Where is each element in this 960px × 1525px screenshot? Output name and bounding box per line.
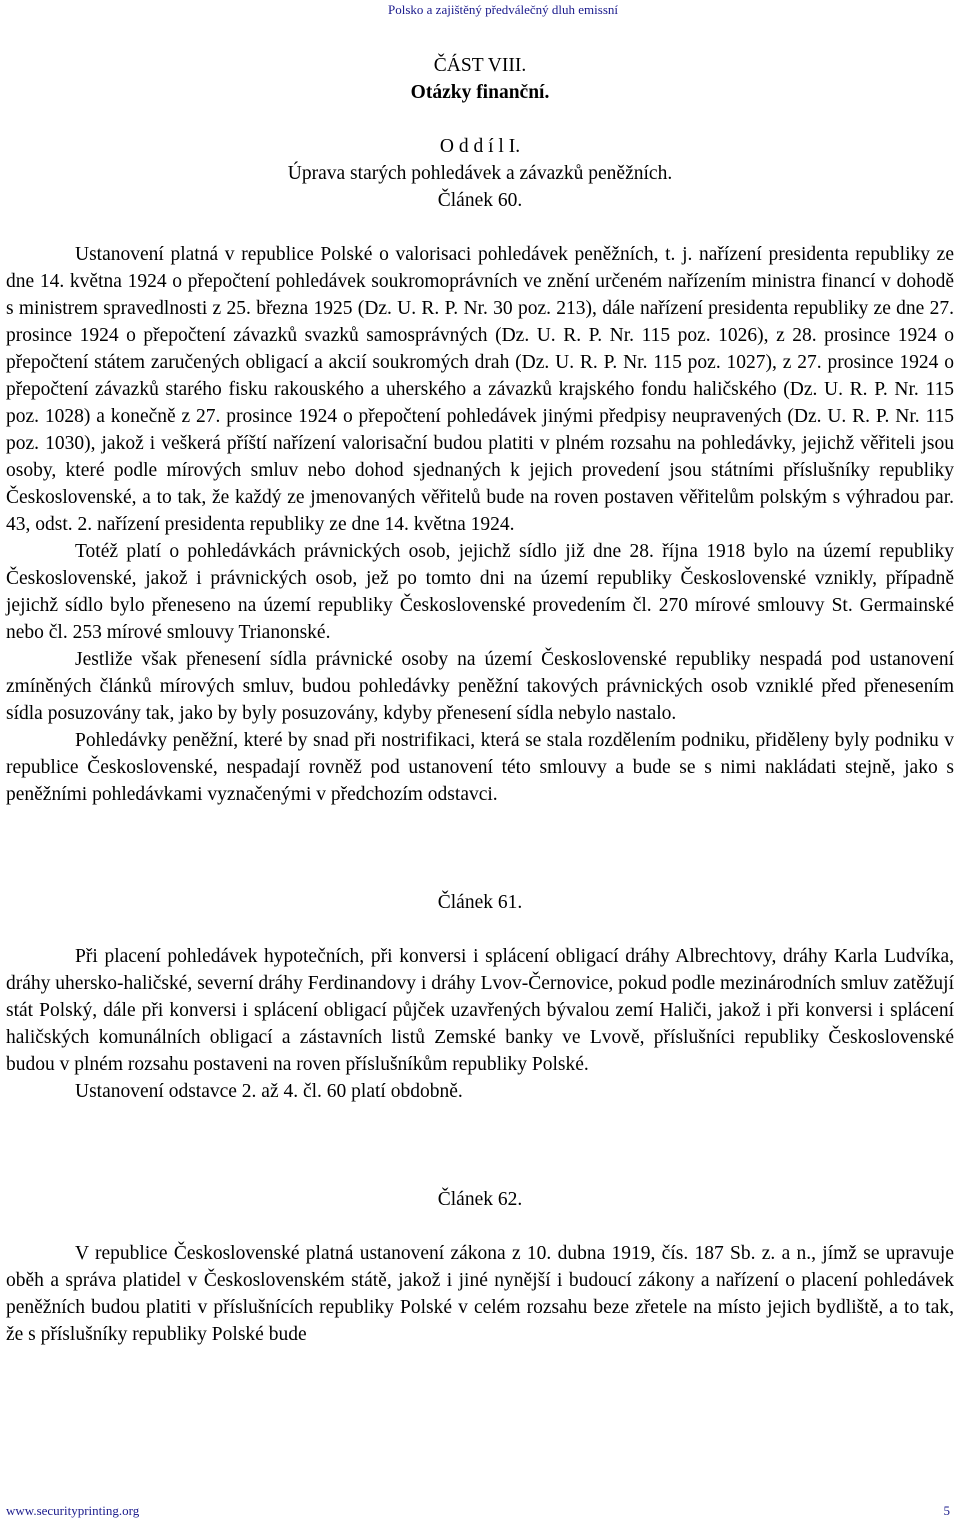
article-60-paragraph-2: Totéž platí o pohledávkách právnických osob, jejichž sídlo již dne 28. října 1918 bylo na území republiky Československé, jakož i právnických osob, jež po tomto dni na území republiky Československé vznikly, případně jejichž sídlo bylo přeneseno na území republiky Československé provedením čl. 270 mírové smlouvy St. Germainské nebo čl. 253 mírové smlouvy Trianonské. — [6, 541, 954, 643]
division-heading: O d d í l I. — [439, 136, 521, 157]
article-61-paragraph-2: Ustanovení odstavce 2. až 4. čl. 60 platí obdobně. — [75, 1081, 463, 1102]
article-60-paragraph-4: Pohledávky peněžní, které by snad při nostrifikaci, která se stala rozdělením podniku, přiděleny byly podniku v republice Československé, nespadají rovněž pod ustanovení této smlouvy a bude se s nimi nakládati stejně, jako s peněžními pohledávkami vyznačenými v předchozím odstavci. — [6, 730, 954, 805]
article-60-paragraph-1: Ustanovení platná v republice Polské o valorisaci pohledávek peněžních, t. j. nařízení presidenta republiky ze dne 14. května 1924 o přepočtení pohledávek soukromoprávních ve znění určeném nařízením ministra financí v dohodě s ministrem spravedlnosti z 25. března 1925 (Dz. U. R. P. Nr. 30 poz. 213), dále nařízení presidenta republiky ze dne 27. prosince 1924 o přepočtení závazků svazků samosprávných (Dz. U. R. P. Nr. 115 poz. 1026), z 28. prosince 1924 o přepočtení státem zaručených obligací a akcií soukromých drah (Dz. U. R. P. Nr. 115 poz. 1027), z 27. prosince 1924 o přepočtení závazků starého fisku rakouského a uherského a závazků krajského fondu haličského (Dz. U. R. P. Nr. 115 poz. 1028) a konečně z 27. prosince 1924 o přepočtení pohledávek jinými předpisy neupravených (Dz. U. R. P. Nr. 115 poz. 1030), jakož i veškerá příští nařízení valorisační budou platiti v plném rozsahu na pohledávky, jejichž věřiteli jsou osoby, které podle mírových smluv nebo dohod sjednaných k jejich provedení jsou státními příslušníky republiky Československé, a to tak, že každý ze jmenovaných věřitelů bude na roven postaven věřitelům polským s výhradou par. 43, odst. 2. nařízení presidenta republiky ze dne 14. května 1924. — [6, 244, 954, 535]
part-heading: ČÁST VIII. — [433, 55, 527, 76]
article-61-heading: Článek 61. — [437, 892, 523, 913]
article-62-paragraph-1: V republice Československé platná ustanovení zákona z 10. dubna 1919, čís. 187 Sb. z. a n., jímž se upravuje oběh a správa platidel v Československém státě, jakož i jiné nynější i budoucí zákony a nařízení o placení pohledávek peněžních budou platiti v příslušnících republiky Polské v celém rozsahu beze zřetele na místo jejich bydliště, a to tak, že s příslušníky republiky Polské bude — [6, 1243, 954, 1345]
part-subheading: Otázky finanční. — [410, 82, 550, 103]
article-62-heading: Článek 62. — [437, 1189, 523, 1210]
article-60-paragraph-3: Jestliže však přenesení sídla právnické osoby na území Československé republiky nespadá pod ustanovení zmíněných článků mírových smluv, budou pohledávky peněžní takových právnických osob vzniklé před přenesením sídla posuzovány tak, jako by byly posuzovány, kdyby přenesení sídla nebylo nastalo. — [6, 649, 954, 724]
document-body — [6, 52, 954, 1348]
running-header: Polsko a zajištěný předválečný dluh emissní — [388, 2, 618, 17]
division-title: Úprava starých pohledávek a závazků peněžních. — [287, 163, 673, 184]
article-60-heading: Článek 60. — [437, 190, 523, 211]
page-number: 5 — [943, 1503, 950, 1518]
footer-website-link[interactable]: www.securityprinting.org — [6, 1503, 140, 1518]
article-61-paragraph-1: Při placení pohledávek hypotečních, při konversi i splácení obligací dráhy Albrechtovy, dráhy Karla Ludvíka, dráhy uhersko-haličské, severní dráhy Ferdinandovy i dráhy Lvov-Černovice, pokud podle mezinárodních smluv zatěžují stát Polský, dále při konversi i splácení obligací půjček uzavřených bývalou zemí Haliči, jakož i při konversi i splácení haličských komunálních obligací a zástavních listů Zemské banky ve Lvově, příslušníci republiky Československé budou v plném rozsahu postaveni na roven příslušníkům republiky Polské. — [6, 946, 954, 1075]
